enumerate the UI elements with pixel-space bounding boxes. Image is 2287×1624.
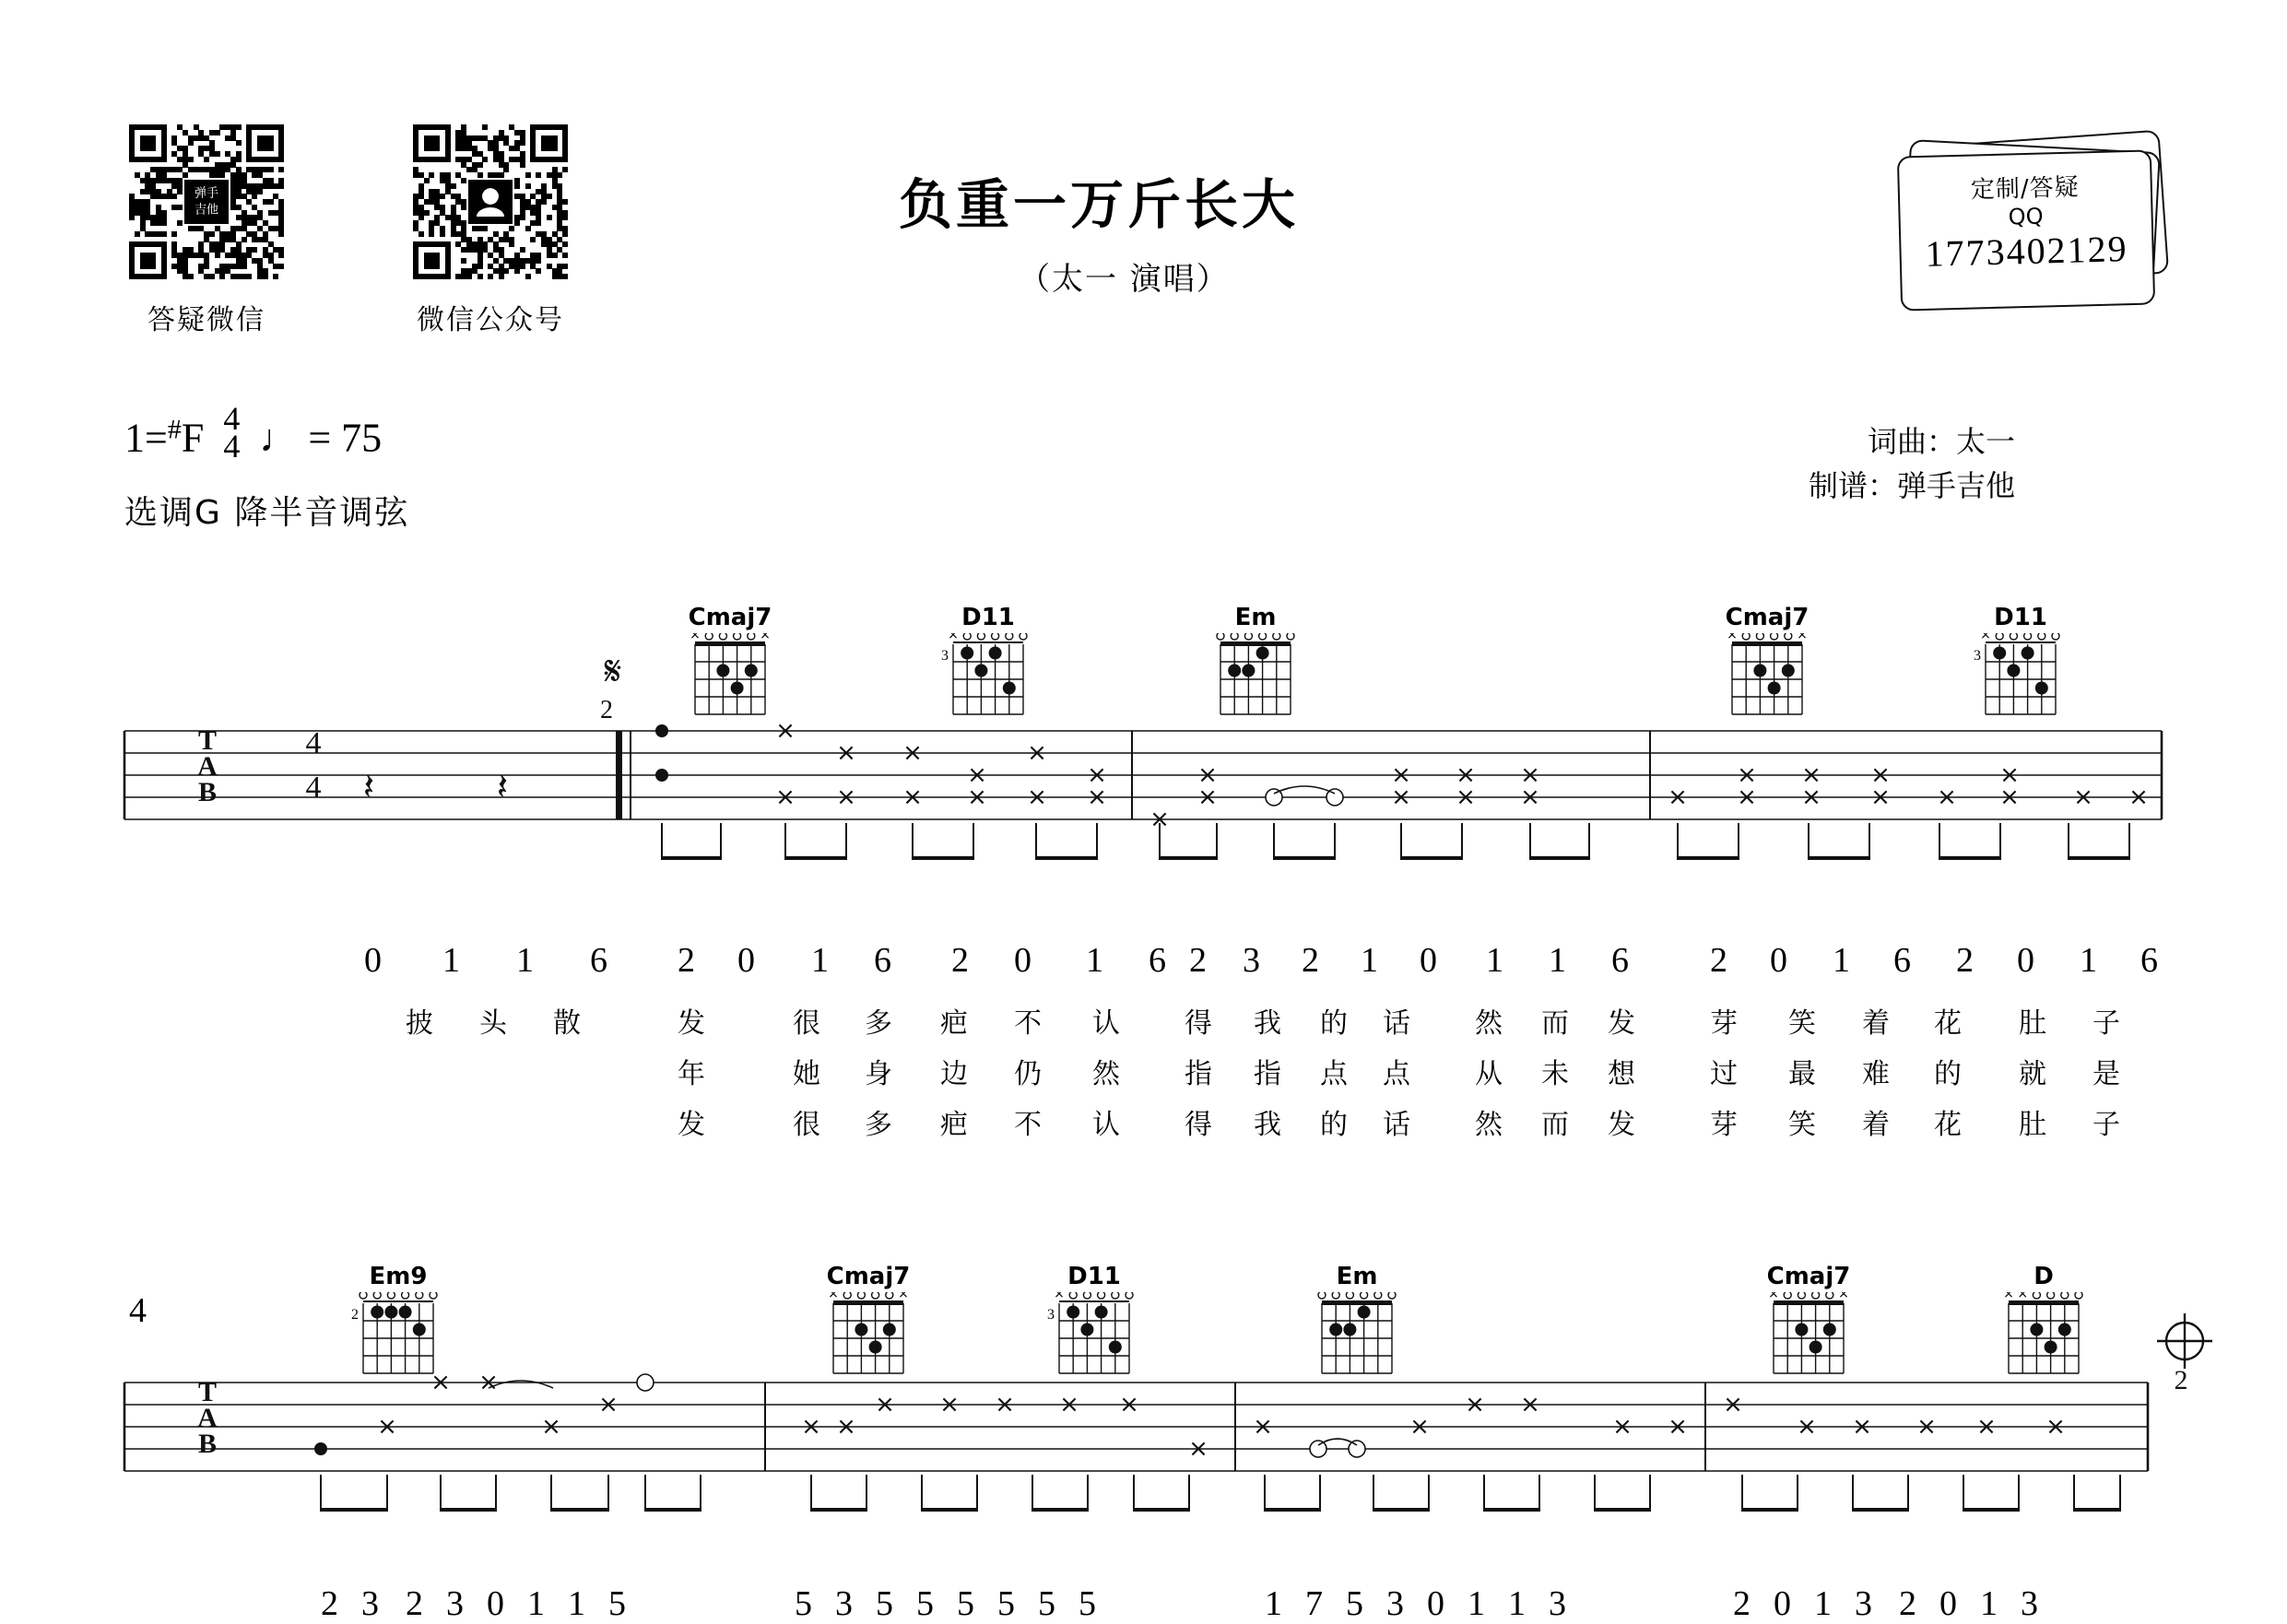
- svg-text:×: ×: [948, 633, 959, 642]
- svg-text:B: B: [197, 1429, 218, 1459]
- svg-text:𝄋: 𝄋: [604, 649, 622, 694]
- svg-text:4: 4: [305, 771, 322, 805]
- note-number: 6: [2140, 941, 2158, 980]
- note-number: 1: [527, 1584, 545, 1623]
- lyric-line-1: 头: [479, 1007, 507, 1040]
- qr-left-label: 答疑微信: [147, 304, 265, 336]
- svg-text:×: ×: [836, 1413, 856, 1441]
- svg-text:×: ×: [1916, 1413, 1937, 1441]
- lyric-line-2: 是: [2092, 1058, 2120, 1090]
- qr-right-label: 微信公众号: [417, 304, 564, 336]
- key-letter: F: [181, 415, 205, 461]
- chord-diagram-cmaj7: [1719, 604, 1841, 721]
- lyric-line-2: 指: [1185, 1058, 1212, 1090]
- svg-text:×: ×: [875, 1391, 895, 1418]
- lyric-line-1: 认: [1092, 1007, 1120, 1040]
- note-number: 2: [1956, 941, 1974, 980]
- note-number: 2: [1189, 941, 1207, 980]
- svg-text:×: ×: [967, 783, 987, 811]
- svg-text:×: ×: [1188, 1435, 1208, 1463]
- svg-text:×: ×: [1054, 1292, 1065, 1301]
- pickup-note-number: 1: [442, 941, 460, 980]
- chord-name: Em9: [369, 1263, 428, 1290]
- svg-text:A: A: [197, 1403, 218, 1433]
- note-number: 3: [1243, 941, 1260, 980]
- svg-text:×: ×: [1737, 761, 1757, 789]
- svg-text:×: ×: [1937, 783, 1957, 811]
- chord-name: Cmaj7: [1725, 604, 1810, 631]
- svg-text:×: ×: [1409, 1413, 1430, 1441]
- lyric-line-3: 话: [1383, 1109, 1410, 1141]
- qr-right: [413, 124, 568, 337]
- lyric-line-1: 披: [406, 1007, 433, 1040]
- pickup-note-number: 0: [364, 941, 382, 980]
- chord-grid: [940, 633, 1062, 716]
- key-tempo-line: [124, 400, 383, 465]
- lyric-line-3: 发: [1608, 1109, 1635, 1141]
- note-number: 1: [1814, 1584, 1832, 1623]
- lyric-line-1: 花: [1934, 1007, 1962, 1040]
- svg-text:×: ×: [1456, 761, 1476, 789]
- svg-text:3: 3: [1974, 648, 1981, 665]
- svg-text:×: ×: [1870, 761, 1891, 789]
- svg-text:×: ×: [836, 739, 856, 767]
- lyric-line-2: 点: [1320, 1058, 1348, 1090]
- lyric-line-1: 子: [2092, 1007, 2120, 1040]
- note-number: 5: [916, 1584, 934, 1623]
- note-number: 3: [2021, 1584, 2038, 1623]
- chord-diagram-d: [1996, 1263, 2117, 1380]
- chord-diagram-d11: [940, 604, 1062, 721]
- qq-card-line1: 定制/答疑: [1970, 173, 2081, 205]
- svg-text:×: ×: [1391, 783, 1411, 811]
- lyric-line-1: 肚: [2019, 1007, 2046, 1040]
- svg-text:×: ×: [1723, 1391, 1743, 1418]
- svg-text:×: ×: [1852, 1413, 1872, 1441]
- svg-text:×: ×: [967, 761, 987, 789]
- svg-text:×: ×: [1797, 1413, 1817, 1441]
- measure-number-4: 4: [129, 1291, 147, 1330]
- svg-text:×: ×: [898, 1292, 909, 1301]
- svg-text:×: ×: [2073, 783, 2093, 811]
- chord-grid: [1761, 1292, 1882, 1375]
- svg-text:×: ×: [1797, 633, 1808, 642]
- lyric-line-3: 子: [2092, 1109, 2120, 1141]
- svg-text:×: ×: [1668, 1413, 1688, 1441]
- svg-text:×: ×: [995, 1391, 1015, 1418]
- qr-code-wechat: [129, 124, 284, 279]
- svg-text:×: ×: [690, 633, 701, 642]
- note-number: 5: [1346, 1584, 1363, 1623]
- lyric-line-3: 疤: [940, 1109, 968, 1141]
- svg-text:×: ×: [1456, 783, 1476, 811]
- note-number: 5: [1038, 1584, 1055, 1623]
- lyric-line-2: 年: [678, 1058, 705, 1090]
- tempo-value: 75: [341, 415, 383, 461]
- svg-text:×: ×: [1253, 1413, 1273, 1441]
- lyric-line-3: 很: [793, 1109, 820, 1141]
- note-number: 0: [1420, 941, 1437, 980]
- qq-card-line3: 1773402129: [1925, 228, 2129, 275]
- svg-text:×: ×: [1027, 739, 1047, 767]
- lyric-line-3: 笑: [1788, 1109, 1816, 1141]
- lyric-line-1: 我: [1254, 1007, 1281, 1040]
- lyric-line-2: 未: [1541, 1058, 1569, 1090]
- lyric-line-3: 花: [1934, 1109, 1962, 1141]
- lyric-line-1: 的: [1320, 1007, 1348, 1040]
- svg-text:×: ×: [1059, 1391, 1079, 1418]
- svg-text:×: ×: [377, 1413, 397, 1441]
- time-signature: [223, 400, 241, 465]
- lyric-line-2: 从: [1475, 1058, 1503, 1090]
- chord-name: Em: [1234, 604, 1277, 631]
- lyric-line-3: 认: [1092, 1109, 1120, 1141]
- chord-name: D11: [1067, 1263, 1121, 1290]
- chord-grid: [1719, 633, 1841, 716]
- svg-text:×: ×: [828, 1292, 839, 1301]
- note-number: 1: [1361, 941, 1378, 980]
- chord-grid: [1046, 1292, 1168, 1375]
- svg-text:×: ×: [1465, 1391, 1485, 1418]
- note-number: 3: [361, 1584, 379, 1623]
- svg-text:2: 2: [2174, 1365, 2188, 1395]
- svg-text:T: T: [197, 1377, 218, 1407]
- note-number: 0: [1770, 941, 1787, 980]
- note-number: 5: [957, 1584, 974, 1623]
- svg-text:B: B: [197, 777, 218, 807]
- note-number: 0: [737, 941, 755, 980]
- note-number: 2: [678, 941, 695, 980]
- note-number: 0: [1014, 941, 1032, 980]
- page-subtitle: （太一 演唱）: [1019, 261, 1230, 298]
- chord-diagram-cmaj7: [820, 1263, 942, 1380]
- svg-text:×: ×: [760, 633, 771, 642]
- credit-lyrics: 词曲：太一: [1867, 424, 2015, 459]
- lyric-line-3: 不: [1014, 1109, 1042, 1141]
- lyric-line-2: 想: [1608, 1058, 1635, 1090]
- note-number: 5: [1079, 1584, 1096, 1623]
- chord-name: D11: [1994, 604, 2047, 631]
- lyric-line-3: 着: [1862, 1109, 1890, 1141]
- note-number: 0: [1427, 1584, 1444, 1623]
- chord-grid: [682, 633, 804, 716]
- svg-text:×: ×: [775, 717, 796, 745]
- chord-name: Cmaj7: [1766, 1263, 1851, 1290]
- note-number: 2: [1733, 1584, 1751, 1623]
- svg-text:×: ×: [1027, 783, 1047, 811]
- svg-text:×: ×: [1801, 761, 1821, 789]
- note-number: 6: [874, 941, 891, 980]
- svg-text:×: ×: [1976, 1413, 1997, 1441]
- svg-text:×: ×: [1999, 783, 2020, 811]
- svg-text:×: ×: [1737, 783, 1757, 811]
- quarter-note-glyph: ♩: [259, 418, 299, 461]
- svg-text:𝄽: 𝄽: [496, 766, 509, 807]
- chord-diagram-cmaj7: [682, 604, 804, 721]
- svg-text:×: ×: [939, 1391, 960, 1418]
- chord-name: D11: [961, 604, 1015, 631]
- note-number: 6: [1611, 941, 1629, 980]
- lyric-line-1: 得: [1185, 1007, 1212, 1040]
- note-number: 5: [876, 1584, 893, 1623]
- lyric-line-2: 边: [940, 1058, 968, 1090]
- lyric-line-3: 多: [865, 1109, 892, 1141]
- credits: [1809, 419, 2015, 508]
- qq-card-line2: QQ: [2008, 203, 2044, 230]
- note-number: 2: [321, 1584, 338, 1623]
- note-number: 3: [835, 1584, 853, 1623]
- lyric-line-1: 笑: [1788, 1007, 1816, 1040]
- svg-text:T: T: [197, 725, 218, 756]
- note-number: 5: [608, 1584, 626, 1623]
- note-number: 3: [446, 1584, 464, 1623]
- svg-text:×: ×: [1999, 761, 2020, 789]
- note-number: 0: [2017, 941, 2034, 980]
- svg-text:×: ×: [2017, 1292, 2029, 1301]
- qq-card-stack: [1899, 138, 2175, 304]
- svg-text:×: ×: [1520, 761, 1540, 789]
- note-number: 0: [487, 1584, 504, 1623]
- lyric-line-2: 就: [2019, 1058, 2046, 1090]
- note-number: 0: [1774, 1584, 1791, 1623]
- note-number: 5: [997, 1584, 1015, 1623]
- note-number: 1: [1486, 941, 1503, 980]
- svg-text:𝄽: 𝄽: [362, 766, 375, 807]
- lyric-line-1: 芽: [1710, 1007, 1738, 1040]
- svg-text:×: ×: [1520, 1391, 1540, 1418]
- note-number: 1: [568, 1584, 585, 1623]
- svg-text:×: ×: [478, 1369, 499, 1396]
- note-number: 1: [1833, 941, 1850, 980]
- lyric-line-2: 的: [1934, 1058, 1962, 1090]
- svg-text:×: ×: [1520, 783, 1540, 811]
- note-number: 3: [1386, 1584, 1404, 1623]
- time-sig-bottom: 4: [223, 427, 241, 465]
- lyric-line-3: 然: [1475, 1109, 1503, 1141]
- note-number: 0: [1939, 1584, 1957, 1623]
- lyric-line-1: 疤: [940, 1007, 968, 1040]
- pickup-note-number: 6: [590, 941, 607, 980]
- note-number: 1: [1549, 941, 1566, 980]
- svg-text:4: 4: [305, 726, 322, 760]
- lyric-line-1: 发: [678, 1007, 705, 1040]
- svg-text:×: ×: [1870, 783, 1891, 811]
- note-number: 1: [1265, 1584, 1282, 1623]
- lyric-line-1: 发: [1608, 1007, 1635, 1040]
- svg-text:×: ×: [902, 783, 923, 811]
- note-number: 7: [1305, 1584, 1323, 1623]
- tuning-line: 选调G 降半音调弦: [124, 494, 410, 532]
- chord-diagram-em: [1309, 1263, 1431, 1380]
- svg-text:×: ×: [801, 1413, 821, 1441]
- svg-text:2: 2: [600, 696, 613, 724]
- lyric-line-1: 话: [1383, 1007, 1410, 1040]
- chord-diagram-em9: [350, 1263, 472, 1380]
- svg-text:×: ×: [1668, 783, 1688, 811]
- lyric-line-1: 而: [1541, 1007, 1569, 1040]
- svg-text:A: A: [197, 751, 218, 782]
- lyric-line-1: 散: [553, 1007, 581, 1040]
- chord-diagram-d11: [1046, 1263, 1168, 1380]
- svg-text:×: ×: [541, 1413, 561, 1441]
- note-number: 1: [2080, 941, 2097, 980]
- svg-text:×: ×: [1801, 783, 1821, 811]
- svg-text:×: ×: [2003, 1292, 2014, 1301]
- key-sharp: #: [167, 414, 182, 445]
- note-number: 3: [1549, 1584, 1566, 1623]
- lyric-line-2: 她: [793, 1058, 820, 1090]
- lyric-line-1: 着: [1862, 1007, 1890, 1040]
- note-number: 1: [1086, 941, 1103, 980]
- lyric-line-3: 得: [1185, 1109, 1212, 1141]
- note-number: 2: [951, 941, 969, 980]
- chord-grid: [1208, 633, 1329, 716]
- svg-text:3: 3: [941, 648, 949, 665]
- lyric-line-2: 点: [1383, 1058, 1410, 1090]
- time-sig-top: 4: [223, 400, 241, 437]
- note-number: 1: [811, 941, 829, 980]
- note-number: 2: [1899, 1584, 1916, 1623]
- svg-text:×: ×: [1980, 633, 1991, 642]
- svg-text:×: ×: [1768, 1292, 1779, 1301]
- qq-card-front: [1897, 149, 2155, 311]
- note-number: 1: [1508, 1584, 1526, 1623]
- svg-text:×: ×: [1727, 633, 1738, 642]
- lyric-line-2: 仍: [1014, 1058, 1042, 1090]
- chord-name: Cmaj7: [688, 604, 772, 631]
- svg-text:3: 3: [1047, 1307, 1055, 1324]
- svg-text:×: ×: [1391, 761, 1411, 789]
- lyric-line-2: 然: [1092, 1058, 1120, 1090]
- key-prefix: 1=: [124, 415, 168, 461]
- note-number: 1: [1980, 1584, 1998, 1623]
- note-number: 3: [1855, 1584, 1872, 1623]
- note-number: 2: [406, 1584, 423, 1623]
- qr-code-official-account: [413, 124, 568, 279]
- lyric-line-1: 很: [793, 1007, 820, 1040]
- lyric-line-3: 肚: [2019, 1109, 2046, 1141]
- lyric-line-3: 而: [1541, 1109, 1569, 1141]
- lyric-line-2: 过: [1710, 1058, 1738, 1090]
- lyric-line-1: 不: [1014, 1007, 1042, 1040]
- credit-arranger: 制谱：弹手吉他: [1808, 468, 2015, 503]
- lyric-line-3: 芽: [1710, 1109, 1738, 1141]
- note-number: 6: [1893, 941, 1911, 980]
- svg-text:×: ×: [2128, 783, 2149, 811]
- lyric-line-2: 难: [1862, 1058, 1890, 1090]
- chord-name: Cmaj7: [826, 1263, 911, 1290]
- qr-left: [129, 124, 284, 337]
- page-title: 负重一万斤长大: [899, 173, 1300, 236]
- note-number: 5: [795, 1584, 812, 1623]
- lyric-line-3: 发: [678, 1109, 705, 1141]
- chord-name: D: [2034, 1263, 2054, 1290]
- tempo-equals: =: [308, 415, 332, 461]
- lyric-line-2: 指: [1254, 1058, 1281, 1090]
- svg-text:×: ×: [1149, 806, 1170, 833]
- lyric-line-1: 多: [865, 1007, 892, 1040]
- lyric-line-3: 的: [1320, 1109, 1348, 1141]
- note-number: 2: [1302, 941, 1319, 980]
- svg-text:×: ×: [1087, 761, 1107, 789]
- svg-text:×: ×: [775, 783, 796, 811]
- note-number: 6: [1149, 941, 1166, 980]
- svg-text:×: ×: [1119, 1391, 1139, 1418]
- chord-grid: [1973, 633, 2094, 716]
- svg-text:×: ×: [1612, 1413, 1633, 1441]
- svg-text:×: ×: [1197, 783, 1218, 811]
- svg-text:×: ×: [902, 739, 923, 767]
- svg-text:×: ×: [598, 1391, 619, 1418]
- svg-text:2: 2: [351, 1307, 359, 1324]
- lyric-line-1: 然: [1475, 1007, 1503, 1040]
- chord-diagram-em: [1208, 604, 1329, 721]
- pickup-note-number: 1: [516, 941, 534, 980]
- lyric-line-3: 我: [1254, 1109, 1281, 1141]
- chord-diagram-cmaj7: [1761, 1263, 1882, 1380]
- chord-diagram-d11: [1973, 604, 2094, 721]
- svg-text:×: ×: [836, 783, 856, 811]
- svg-text:×: ×: [1087, 783, 1107, 811]
- chord-name: Em: [1336, 1263, 1378, 1290]
- chord-grid: [1309, 1292, 1431, 1375]
- chord-grid: [1996, 1292, 2117, 1375]
- lyric-line-2: 最: [1788, 1058, 1816, 1090]
- chord-grid: [820, 1292, 942, 1375]
- svg-text:×: ×: [430, 1369, 451, 1396]
- note-number: 1: [1468, 1584, 1485, 1623]
- lyric-line-2: 身: [865, 1058, 892, 1090]
- svg-text:×: ×: [1838, 1292, 1849, 1301]
- svg-text:×: ×: [1197, 761, 1218, 789]
- note-number: 2: [1710, 941, 1727, 980]
- svg-text:×: ×: [2045, 1413, 2066, 1441]
- chord-grid: [350, 1292, 472, 1375]
